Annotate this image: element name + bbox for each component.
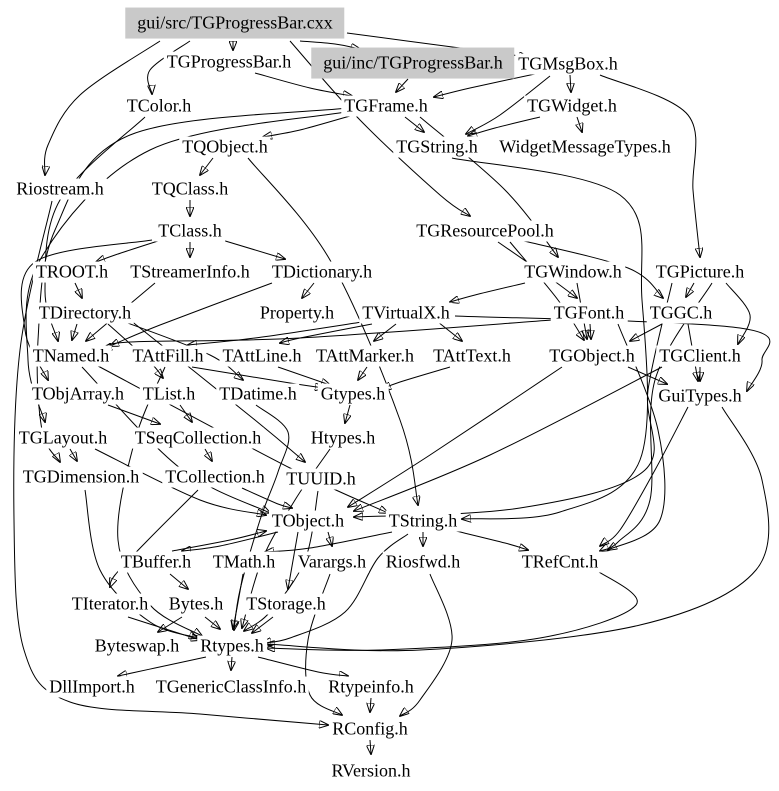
- edge-tvirtualx-to-tattline: [280, 324, 372, 343]
- graph-node-rconfig-h[interactable]: RConfig.h: [329, 719, 411, 740]
- graph-node-tgframe-h[interactable]: TGFrame.h: [341, 96, 430, 117]
- edge-gtypes-to-htypes: [345, 405, 350, 423]
- graph-node-property-h[interactable]: Property.h: [257, 303, 337, 324]
- edge-tdict-to-tnamed: [110, 283, 272, 346]
- edge-tattmarker-to-gtypes: [358, 367, 367, 380]
- edge-msgbox-to-tgwidget: [570, 75, 571, 92]
- edge-tgpicture-to-tgclient: [726, 283, 750, 344]
- graph-node-tclass-h[interactable]: TClass.h: [155, 221, 225, 242]
- graph-node-tdirectory-h[interactable]: TDirectory.h: [36, 303, 134, 324]
- graph-node-rversion-h[interactable]: RVersion.h: [328, 761, 413, 782]
- edge-tdirectory-to-tnamed: [72, 324, 77, 340]
- edge-tbuffer-to-tobject: [172, 531, 266, 551]
- graph-node-titerator-h[interactable]: TIterator.h: [69, 594, 151, 615]
- graph-node-riostream-h[interactable]: Riostream.h: [13, 179, 107, 200]
- edge-tggc-to-tgobject: [630, 324, 662, 341]
- graph-node-tdictionary-h[interactable]: TDictionary.h: [269, 262, 375, 283]
- graph-node-tgenericclassinfo-h[interactable]: TGenericClassInfo.h: [153, 677, 309, 698]
- edge-troot-to-tdirectory: [75, 283, 82, 298]
- graph-node-rtypeinfo-h[interactable]: Rtypeinfo.h: [325, 677, 417, 698]
- edge-bytes-to-rtypes: [205, 617, 220, 629]
- graph-node-tqclass-h[interactable]: TQClass.h: [149, 179, 232, 200]
- graph-node-tgpicture-h[interactable]: TGPicture.h: [653, 262, 747, 283]
- graph-node-tggc-h[interactable]: TGGC.h: [647, 303, 716, 324]
- edge-rconfig-to-rversion: [370, 740, 371, 754]
- edge-tseq-to-tcoll: [205, 449, 212, 461]
- graph-node-tglayout-h[interactable]: TGLayout.h: [16, 428, 110, 449]
- graph-node-tobject-h[interactable]: TObject.h: [269, 511, 347, 532]
- graph-node-tnamed-h[interactable]: TNamed.h: [30, 346, 112, 367]
- graph-node-tgmsgbox-h[interactable]: TGMsgBox.h: [515, 54, 621, 75]
- edge-tgframe-to-tgdim: [37, 108, 348, 462]
- graph-node-trefcnt-h[interactable]: TRefCnt.h: [519, 552, 602, 573]
- graph-node-rtypes-h[interactable]: Rtypes.h: [197, 636, 267, 657]
- graph-node-tatttext-h[interactable]: TAttText.h: [430, 346, 514, 367]
- edge-guitypes-to-trefcnt: [600, 407, 688, 546]
- graph-node-htypes-h[interactable]: Htypes.h: [308, 428, 379, 449]
- graph-node-tgprogressbar-h[interactable]: TGProgressBar.h: [164, 52, 295, 73]
- edge-tvirtualx-to-tattmarker: [374, 324, 396, 341]
- edge-tatttext-to-gtypes: [382, 367, 450, 389]
- edge-tstring-to-trefcnt: [452, 530, 528, 550]
- graph-node-tseqcollection-h[interactable]: TSeqCollection.h: [132, 428, 264, 449]
- graph-node-tcollection-h[interactable]: TCollection.h: [162, 467, 267, 488]
- graph-node-tobjarray-h[interactable]: TObjArray.h: [29, 384, 127, 405]
- edge-tgpicture-to-tggc: [686, 283, 694, 297]
- edge-tgfont-to-tgobject: [590, 324, 591, 339]
- graph-node-tstreamerinfo-h[interactable]: TStreamerInfo.h: [127, 262, 252, 283]
- graph-node-tbuffer-h[interactable]: TBuffer.h: [118, 552, 194, 573]
- graph-node-tdatime-h[interactable]: TDatime.h: [216, 384, 299, 405]
- graph-node-tmath-h[interactable]: TMath.h: [210, 552, 279, 573]
- edge-tgframe-to-tqobject: [263, 116, 350, 137]
- graph-node-tattline-h[interactable]: TAttLine.h: [219, 346, 304, 367]
- graph-node-widgetmessagetypes-h[interactable]: WidgetMessageTypes.h: [496, 137, 673, 158]
- edge-rtypeinfo-to-rconfig: [370, 698, 371, 712]
- edge-tdict-to-property: [302, 283, 314, 298]
- edge-incpbh-to-tgframe: [396, 79, 408, 92]
- graph-node-tgobject-h[interactable]: TGObject.h: [546, 346, 637, 367]
- edge-tgframe-to-tgstring: [405, 117, 424, 132]
- graph-node-tattmarker-h[interactable]: TAttMarker.h: [313, 346, 417, 367]
- graph-node-bytes-h[interactable]: Bytes.h: [166, 594, 227, 615]
- edge-rtypes-to-tgenci: [231, 657, 232, 670]
- edge-tglayout-to-tgdim: [70, 449, 77, 461]
- edge-rtypes-to-dllimport: [118, 657, 206, 676]
- graph-node-tgresourcepool-h[interactable]: TGResourcePool.h: [413, 221, 556, 242]
- graph-node-tgwidget-h[interactable]: TGWidget.h: [524, 96, 620, 117]
- edge-tbuffer-to-bytes: [170, 574, 188, 589]
- graph-node-tvirtualx-h[interactable]: TVirtualX.h: [359, 303, 452, 324]
- graph-node-gtypes-h[interactable]: Gtypes.h: [318, 384, 389, 405]
- edge-rtypes-to-rtypeinfo: [258, 657, 348, 676]
- edge-tlist-to-tseq: [180, 405, 192, 422]
- graph-node-tstorage-h[interactable]: TStorage.h: [243, 594, 328, 615]
- edge-tobject-to-tbuffer: [182, 532, 278, 551]
- graph-node-gui-src-tgprogressbar-cxx[interactable]: gui/src/TGProgressBar.cxx: [125, 8, 344, 39]
- graph-node-guitypes-h[interactable]: GuiTypes.h: [655, 386, 744, 407]
- graph-node-tqobject-h[interactable]: TQObject.h: [179, 137, 270, 158]
- graph-node-tuuid-h[interactable]: TUUID.h: [283, 469, 359, 490]
- graph-node-gui-inc-tgprogressbar-h[interactable]: gui/inc/TGProgressBar.h: [311, 48, 514, 79]
- graph-node-tgclient-h[interactable]: TGClient.h: [656, 346, 744, 367]
- graph-node-tgfont-h[interactable]: TGFont.h: [551, 303, 628, 324]
- edge-tqobject-to-tqclass: [200, 158, 213, 175]
- graph-node-varargs-h[interactable]: Varargs.h: [295, 552, 369, 573]
- edge-tvirtualx-to-tatttext: [438, 322, 462, 341]
- graph-node-tgdimension-h[interactable]: TGDimension.h: [20, 467, 143, 488]
- graph-node-tlist-h[interactable]: TList.h: [140, 384, 199, 405]
- graph-node-tgwindow-h[interactable]: TGWindow.h: [521, 262, 625, 283]
- edge-pool-to-tgobject: [510, 242, 584, 340]
- graph-node-troot-h[interactable]: TROOT.h: [33, 262, 111, 283]
- edge-tgwidget-to-tgstring: [468, 117, 540, 136]
- edge-tgwidget-to-wmt: [577, 117, 582, 132]
- edge-tgstring-to-tstring: [452, 158, 648, 519]
- edge-tcoll-to-tobject: [242, 488, 292, 508]
- graph-node-tgstring-h[interactable]: TGString.h: [393, 137, 481, 158]
- graph-node-tattfill-h[interactable]: TAttFill.h: [129, 346, 206, 367]
- graph-node-riosfwd-h[interactable]: Riosfwd.h: [383, 552, 464, 573]
- graph-node-byteswap-h[interactable]: Byteswap.h: [92, 636, 183, 657]
- graph-node-tstring-h[interactable]: TString.h: [386, 511, 461, 532]
- edge-tclass-to-tdict: [222, 240, 285, 259]
- graph-node-dllimport-h[interactable]: DllImport.h: [46, 677, 138, 698]
- edge-tvirtualx-to-tattfill: [188, 322, 362, 345]
- graph-node-tcolor-h[interactable]: TColor.h: [124, 96, 195, 117]
- edge-tmath-to-rtypes: [233, 574, 243, 629]
- edge-tobjarray-to-tseq: [108, 405, 160, 424]
- edge-tclass-to-troot: [96, 241, 158, 262]
- edge-tgwindow-to-tvirtualx: [450, 283, 525, 302]
